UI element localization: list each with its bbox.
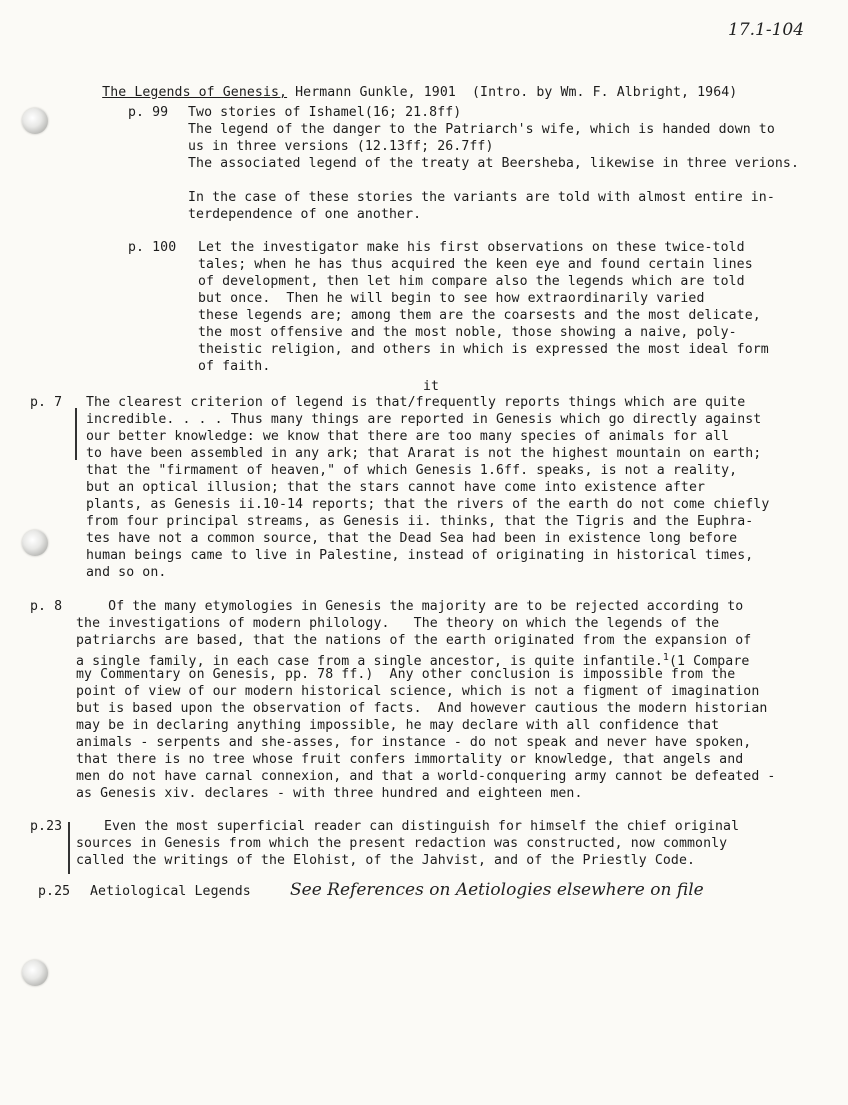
section-label-p99: p. 99 [128,105,169,120]
p100-line: these legends are; among them are the coarsests and the most delicate, [198,308,761,323]
p100-line: theistic religion, and others in which is expressed the most ideal form [198,342,769,357]
punch-hole-bottom [22,960,48,986]
p23-line: called the writings of the Elohist, of the Jahvist, and of the Priestly Code. [76,853,696,868]
p100-line: but once. Then he will begin to see how extraordinarily varied [198,291,705,306]
corner-note: 17.1-104 [728,20,805,40]
insert-word: it [423,379,440,394]
footnote-tail: (1 Compare [669,654,750,669]
p7-line: human beings came to live in Palestine, instead of originating in historical times, [86,548,754,563]
p100-line: tales; when he has thus acquired the keen eye and found certain lines [198,257,753,272]
p99-line: The associated legend of the treaty at Beersheba, likewise in three verions. [188,156,800,171]
section-label-p7: p. 7 [30,395,63,410]
handwritten-note: See References on Aetiologies elsewhere on file [290,880,704,900]
p8-line-text: a single family, in each case from a single ancestor, is quite infantile. [76,654,663,669]
p99-line: terdependence of one another. [188,207,422,222]
p25-heading: Aetiological Legends [90,884,251,899]
margin-bracket-p23 [68,822,70,874]
p7-line: plants, as Genesis ii.10-14 reports; that the rivers of the earth do not come chiefly [86,497,770,512]
section-label-p8: p. 8 [30,599,63,614]
section-label-p23: p.23 [30,819,63,834]
p99-line: In the case of these stories the variants are told with almost entire in- [188,190,775,205]
p8-line: men do not have carnal connexion, and that a world-conquering army cannot be defeated - [76,769,776,784]
p100-line: Let the investigator make his first observations on these twice-told [198,240,745,255]
p8-line: my Commentary on Genesis, pp. 78 ff.) Any other conclusion is impossible from the [76,667,736,682]
p99-line: Two stories of Ishamel(16; 21.8ff) [188,105,462,120]
p99-line: The legend of the danger to the Patriarch's wife, which is handed down to [188,122,775,137]
p99-line: us in three versions (12.13ff; 26.7ff) [188,139,494,154]
p8-line: but is based upon the observation of facts. And however cautious the modern historian [76,701,768,716]
margin-bracket-p7 [75,408,77,460]
heading-title: The Legends of Genesis, [102,85,288,100]
punch-hole-top [22,108,48,134]
p7-line: tes have not a common source, that the Dead Sea had been in existence long before [86,531,738,546]
p7-line: our better knowledge: we know that there are too many species of animals for all [86,429,730,444]
footnote-mark: 1 [662,652,670,663]
section-label-p100: p. 100 [128,240,177,255]
punch-hole-middle [22,530,48,556]
p8-line: the investigations of modern philology. The theory on which the legends of the [76,616,720,631]
section-label-p25: p.25 [38,884,71,899]
p8-line: as Genesis xiv. declares - with three hundred and eighteen men. [76,786,583,801]
p8-line: may be in declaring anything impossible, he may declare with all confidence that [76,718,720,733]
p8-line: that there is no tree whose fruit confers immortality or knowledge, that angels and [76,752,744,767]
p7-line: but an optical illusion; that the stars cannot have come into existence after [86,480,706,495]
p7-line: The clearest criterion of legend is that/frequently reports things which are quite [86,395,746,410]
p23-line: sources in Genesis from which the present redaction was constructed, now commonly [76,836,728,851]
p7-line: from four principal streams, as Genesis ii. thinks, that the Tigris and the Euphra- [86,514,754,529]
p100-line: the most offensive and the most noble, those showing a naive, poly- [198,325,737,340]
p7-line: to have been assembled in any ark; that Ararat is not the highest mountain on earth; [86,446,762,461]
p7-line: incredible. . . . Thus many things are reported in Genesis which go directly against [86,412,762,427]
p7-line: that the "firmament of heaven," of which Genesis 1.6ff. speaks, is not a reality, [86,463,738,478]
p8-line: Of the many etymologies in Genesis the majority are to be rejected according to [76,599,744,614]
heading-rest: Hermann Gunkle, 1901 (Intro. by Wm. F. Albright, 1964) [287,85,738,100]
p7-line: and so on. [86,565,167,580]
p8-line: animals - serpents and she-asses, for instance - do not speak and never have spoken, [76,735,752,750]
p100-line: of faith. [198,359,271,374]
p100-line: of development, then let him compare also the legends which are told [198,274,745,289]
p8-line: patriarchs are based, that the nations of the earth originated from the expansion of [76,633,752,648]
p8-line: point of view of our modern historical science, which is not a figment of imagination [76,684,760,699]
p23-line: Even the most superficial reader can distinguish for himself the chief original [104,819,740,834]
